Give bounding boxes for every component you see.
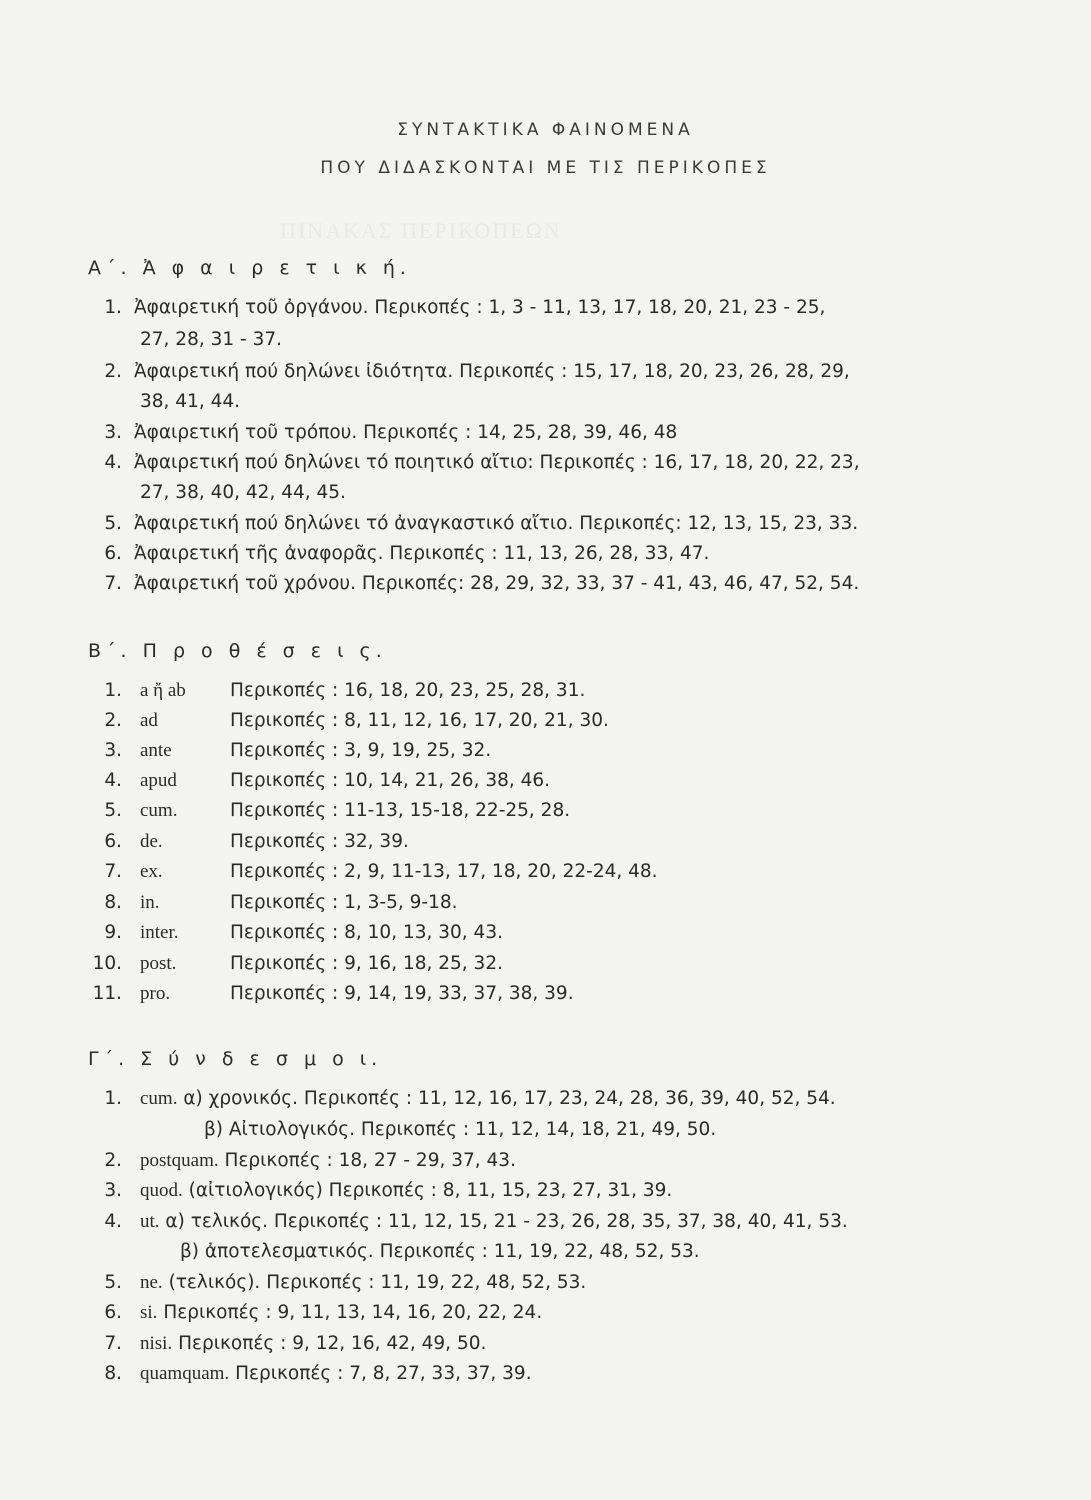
section-c-heading: Γ΄. Σ ύ ν δ ε σ μ ο ι.: [88, 1048, 383, 1070]
list-item-continuation: 27, 28, 31 - 37.: [140, 329, 283, 350]
list-item-continuation: 38, 41, 44.: [140, 391, 241, 412]
list-item-continuation: 27, 38, 40, 42, 44, 45.: [140, 482, 346, 503]
list-item-continuation: β) ἀποτελεσματικός. Περικοπές : 11, 19, 22, 48, 52, 53.: [180, 1241, 700, 1262]
list-item-continuation: β) Αἰτιολογικός. Περικοπές : 11, 12, 14, 18, 21, 49, 50.: [204, 1119, 717, 1140]
bleed-through-text: ΠΙΝΑΚΑΣ ΠΕΡΙΚΟΠΕΩΝ: [280, 218, 562, 243]
section-a-heading: Α΄. Ἀ φ α ι ρ ε τ ι κ ή.: [88, 257, 411, 279]
document-title: ΣΥΝΤΑΚΤΙΚΑ ΦΑΙΝΟΜΕΝΑ: [397, 120, 694, 140]
document-page: ΠΙΝΑΚΑΣ ΠΕΡΙΚΟΠΕΩΝ ΣΥΝΤΑΚΤΙΚΑ ΦΑΙΝΟΜΕΝΑ ΠΟΥ ΔΙΔΑΣΚΟΝΤΑΙ ΜΕ ΤΙΣ ΠΕΡΙΚΟΠΕΣ Α΄. Ἀ φ α ι ρ ε τ ι κ ή. 1. Ἀφαιρετική τοῦ ὀργάνου. Περικοπές : 1, 3 - 11, 13, 17, 18, 20, 21, 23 - 25, 27, 28, 31 - 37. 2. Ἀφαιρετική πού δηλώνει ἰδιότητα. Περικοπές : 15, 17, 18, 20, 23, 26, 28, 29, 38, 41, 44. 3. Ἀφαιρετική τοῦ τρόπου. Περικοπές : 14, 25, 28, 39, 46, 48 4. Ἀφαιρετική πού δηλώνει τό ποιητικό αἴτιο: Περικοπές : 16, 17, 18, 20, 22, 23, 27, 38, 40, 42, 44, 45. 5. Ἀφαιρετική πού δηλώνει τό ἀναγκαστικό αἴτιο. Περικοπές: 12, 13, 15, 23, 33. 6. Ἀφαιρετική τῆς ἀναφορᾶς. Περικοπές : 11, 13, 26, 28, 33, 47. 7. Ἀφαιρετική τοῦ χρόνου. Περικοπές: 28, 29, 32, 33, 37 - 41, 43, 46, 47, 52, 54. Β΄. Π ρ ο θ έ σ ε ι ς. 1. a ἤ ab Περικοπές : 16, 18, 20, 23, 25, 28, 31. 2. ad Περικοπές : 8, 11, 12, 16, 17, 20, 21, 30. 3. ante Περικοπές : 3, 9, 19, 25, 32. 4. apud Περικοπές : 10, 14, 21, 26, 38, 46. 5. cum. Περικοπές : 11-13, 15-18, 22-25, 28. 6. de. Περικοπές : 32, 39. 7. ex. Περικοπές : 2, 9, 11-13, 17, 18, 20, 22-24, 48. 8. in. Περικοπές : 1, 3-5, 9-18. 9. inter. Περικοπές : 8, 10, 13, 30, 43. 10. post. Περικοπές : 9, 16, 18, 25, 32. 11. pro. Περικοπές : 9, 14, 19, 33, 37, 38, 39. Γ΄. Σ ύ ν δ ε σ μ ο ι. 1. cum. α) χρονικός. Περικοπές : 11, 12, 16, 17, 23, 24, 28, 36, 39, 40, 52, 54. β) Αἰτιολογικός. Περικοπές : 11, 12, 14, 18, 21, 49, 50. 2. postquam. Περικοπές : 18, 27 - 29, 37, 43. 3. quod. (αἰτιολογικός) Περικοπές : 8, 11, 15, 23, 27, 31, 39. 4. ut. α) τελικός. Περικοπές : 11, 12, 15, 21 - 23, 26, 28, 35, 37, 38, 40, 41, 53. β) ἀποτελεσματικός. Περικοπές : 11, 19, 22, 48, 52, 53. 5. ne. (τελικός). Περικοπές : 11, 19, 22, 48, 52, 53. 6. si. Περικοπές : 9, 11, 13, 14, 16, 20, 22, 24. 7. nisi. Περικοπές : 9, 12, 16, 42, 49, 50. 8. quamquam. Περικοπές : 7, 8, 27, 33, 37, 39.: [0, 0, 1091, 1500]
document-subtitle: ΠΟΥ ΔΙΔΑΣΚΟΝΤΑΙ ΜΕ ΤΙΣ ΠΕΡΙΚΟΠΕΣ: [320, 158, 771, 178]
section-b-heading: Β΄. Π ρ ο θ έ σ ε ι ς.: [88, 640, 387, 662]
